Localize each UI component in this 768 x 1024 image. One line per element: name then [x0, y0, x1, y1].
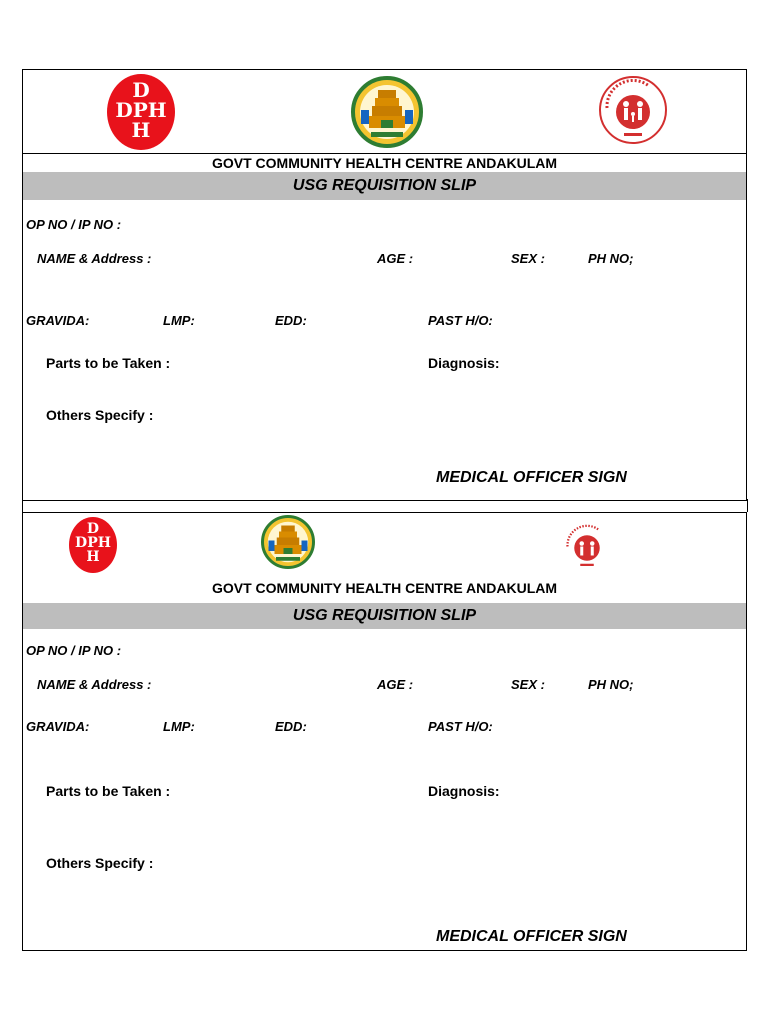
nhm-logo-icon — [597, 74, 669, 151]
nhm-logo-icon — [560, 521, 614, 574]
age-label: AGE : — [377, 251, 414, 266]
slip-title: USG REQUISITION SLIP — [292, 177, 477, 194]
edd-label: EDD: — [275, 719, 307, 734]
centre-name: GOVT COMMUNITY HEALTH CENTRE ANDAKULAM — [211, 155, 558, 171]
gravida-label: GRAVIDA: — [26, 719, 90, 734]
tamil-nadu-emblem-icon — [261, 515, 315, 574]
dph-logo-icon — [107, 74, 175, 150]
slip-title: USG REQUISITION SLIP — [292, 607, 477, 624]
title-band — [23, 172, 746, 200]
parts-label: Parts to be Taken : — [46, 355, 171, 371]
lmp-label: LMP: — [163, 313, 195, 328]
age-label: AGE : — [377, 677, 414, 692]
name-address-label: NAME & Address : — [37, 677, 152, 692]
tamil-nadu-emblem-icon — [351, 76, 423, 153]
dph-logo-letters-middle: DPH — [75, 535, 111, 551]
gravida-label: GRAVIDA: — [26, 313, 90, 328]
centre-name: GOVT COMMUNITY HEALTH CENTRE ANDAKULAM — [211, 580, 558, 596]
requisition-slip-2 — [22, 512, 747, 951]
parts-label: Parts to be Taken : — [46, 783, 171, 799]
dph-logo-letters-middle: DPH — [115, 98, 167, 122]
medical-officer-sign: MEDICAL OFFICER SIGN — [436, 928, 627, 945]
requisition-slip-1 — [22, 69, 747, 501]
others-label: Others Specify : — [46, 855, 154, 871]
title-band — [23, 603, 746, 629]
slip-separator — [22, 499, 748, 512]
diagnosis-label: Diagnosis: — [428, 783, 500, 799]
op-ip-label: OP NO / IP NO : — [26, 217, 122, 232]
phone-label: PH NO; — [588, 677, 634, 692]
lmp-label: LMP: — [163, 719, 195, 734]
op-ip-label: OP NO / IP NO : — [26, 643, 122, 658]
past-ho-label: PAST H/O: — [428, 719, 493, 734]
edd-label: EDD: — [275, 313, 307, 328]
dph-logo-letter-bottom: H — [131, 118, 151, 142]
dph-logo-letter-top: D — [132, 78, 150, 102]
others-label: Others Specify : — [46, 407, 154, 423]
sex-label: SEX : — [511, 677, 545, 692]
dph-logo-letter-top: D — [86, 521, 100, 537]
phone-label: PH NO; — [588, 251, 634, 266]
name-address-label: NAME & Address : — [37, 251, 152, 266]
dph-logo-letter-bottom: H — [86, 549, 100, 565]
past-ho-label: PAST H/O: — [428, 313, 493, 328]
diagnosis-label: Diagnosis: — [428, 355, 500, 371]
dph-logo-icon — [69, 517, 117, 573]
medical-officer-sign: MEDICAL OFFICER SIGN — [436, 469, 627, 486]
sex-label: SEX : — [511, 251, 545, 266]
